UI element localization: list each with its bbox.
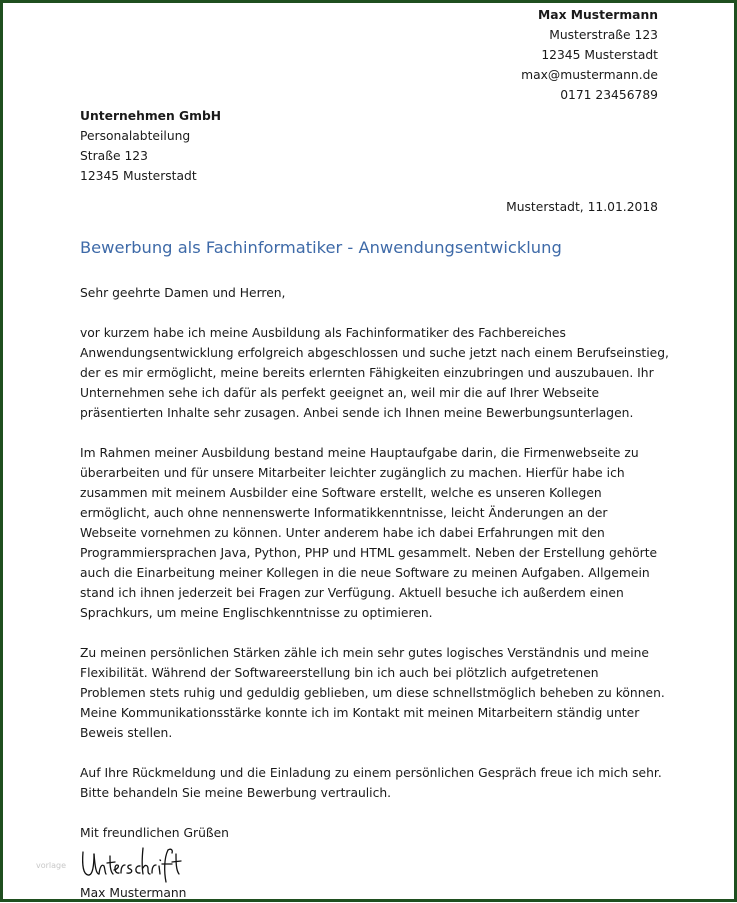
recipient-department: Personalabteilung	[80, 129, 191, 143]
body-line: Unternehmen sehe ich dafür als perfekt geeignet an, weil mir die auf Ihrer Webseite	[80, 386, 600, 400]
letter-page	[4, 4, 733, 898]
signer-name: Max Mustermann	[80, 886, 187, 900]
body-line: Bitte behandeln Sie meine Bewerbung vertraulich.	[80, 786, 392, 800]
salutation: Sehr geehrte Damen und Herren,	[80, 286, 286, 300]
paragraph-1	[80, 323, 680, 423]
body-line: ermöglicht, auch ohne nennenswerte Informatikkenntnisse, leicht Änderungen an der	[80, 506, 608, 520]
paragraph-2	[80, 443, 680, 623]
body-line: Auf Ihre Rückmeldung und die Einladung zu einem persönlichen Gespräch freue ich mich sehr.	[80, 766, 662, 780]
sender-street: Musterstraße 123	[549, 28, 658, 42]
handwritten-signature	[80, 844, 280, 884]
paragraph-4	[80, 763, 680, 803]
body-line: Problemen stets ruhig und geduldig geblieben, um diese schnellstmöglich beheben zu können.	[80, 686, 665, 700]
sender-block	[521, 5, 658, 105]
body-line: der es mir ermöglicht, meine bereits erlernten Fähigkeiten einzubringen und auszubauen. Ihr	[80, 366, 654, 380]
signature-graphic	[80, 844, 200, 884]
body-line: Zu meinen persönlichen Stärken zähle ich mein sehr gutes logisches Verständnis und meine	[80, 646, 649, 660]
body-line: Beweis stellen.	[80, 726, 173, 740]
body-line: Flexibilität. Während der Softwareerstellung bin ich auch bei plötzlich aufgetretenen	[80, 666, 599, 680]
recipient-company: Unternehmen GmbH	[80, 109, 222, 123]
body-line: überarbeiten und für unsere Mitarbeiter leichter zugänglich zu machen. Hierfür habe ich	[80, 466, 625, 480]
body-line: vor kurzem habe ich meine Ausbildung als Fachinformatiker des Fachbereiches	[80, 326, 566, 340]
paragraph-3	[80, 643, 680, 743]
sender-name: Max Mustermann	[538, 8, 658, 22]
body-line: auch die Einarbeitung meiner Kollegen in die neue Software zu meinen Aufgaben. Allgemein	[80, 566, 650, 580]
sender-city: 12345 Musterstadt	[541, 48, 658, 62]
body-line: Im Rahmen meiner Ausbildung bestand meine Hauptaufgabe darin, die Firmenwebseite zu	[80, 446, 639, 460]
recipient-city: 12345 Musterstadt	[80, 169, 197, 183]
body-line: stand ich ihnen jederzeit bei Fragen zur Verfügung. Aktuell besuche ich außerdem einen	[80, 586, 624, 600]
body-line: Anwendungsentwicklung erfolgreich abgeschlossen und suche jetzt nach einem Berufseinstieg,	[80, 346, 669, 360]
body-line: präsentierten Inhalte sehr zusagen. Anbei sende ich Ihnen meine Bewerbungsunterlagen.	[80, 406, 634, 420]
body-line: zusammen mit meinem Ausbilder eine Software erstellt, welche es unseren Kollegen	[80, 486, 602, 500]
sender-email: max@mustermann.de	[521, 68, 658, 82]
sender-phone: 0171 23456789	[560, 88, 658, 102]
watermark-text: vorlage	[36, 861, 67, 870]
body-line: Meine Kommunikationsstärke konnte ich im Kontakt mit meinen Mitarbeitern ständig unter	[80, 706, 640, 720]
letter-date: Musterstadt, 11.01.2018	[506, 200, 658, 214]
recipient-block	[80, 106, 221, 186]
body-line: Webseite vornehmen zu können. Unter anderem habe ich dabei Erfahrungen mit den	[80, 526, 605, 540]
body-line: Sprachkurs, um meine Englischkenntnisse zu optimieren.	[80, 606, 433, 620]
letter-subject: Bewerbung als Fachinformatiker - Anwendungsentwicklung	[80, 238, 562, 257]
recipient-street: Straße 123	[80, 149, 148, 163]
letter-body	[80, 283, 680, 843]
closing: Mit freundlichen Grüßen	[80, 826, 229, 840]
body-line: Programmiersprachen Java, Python, PHP und HTML gesammelt. Neben der Erstellung gehörte	[80, 546, 658, 560]
